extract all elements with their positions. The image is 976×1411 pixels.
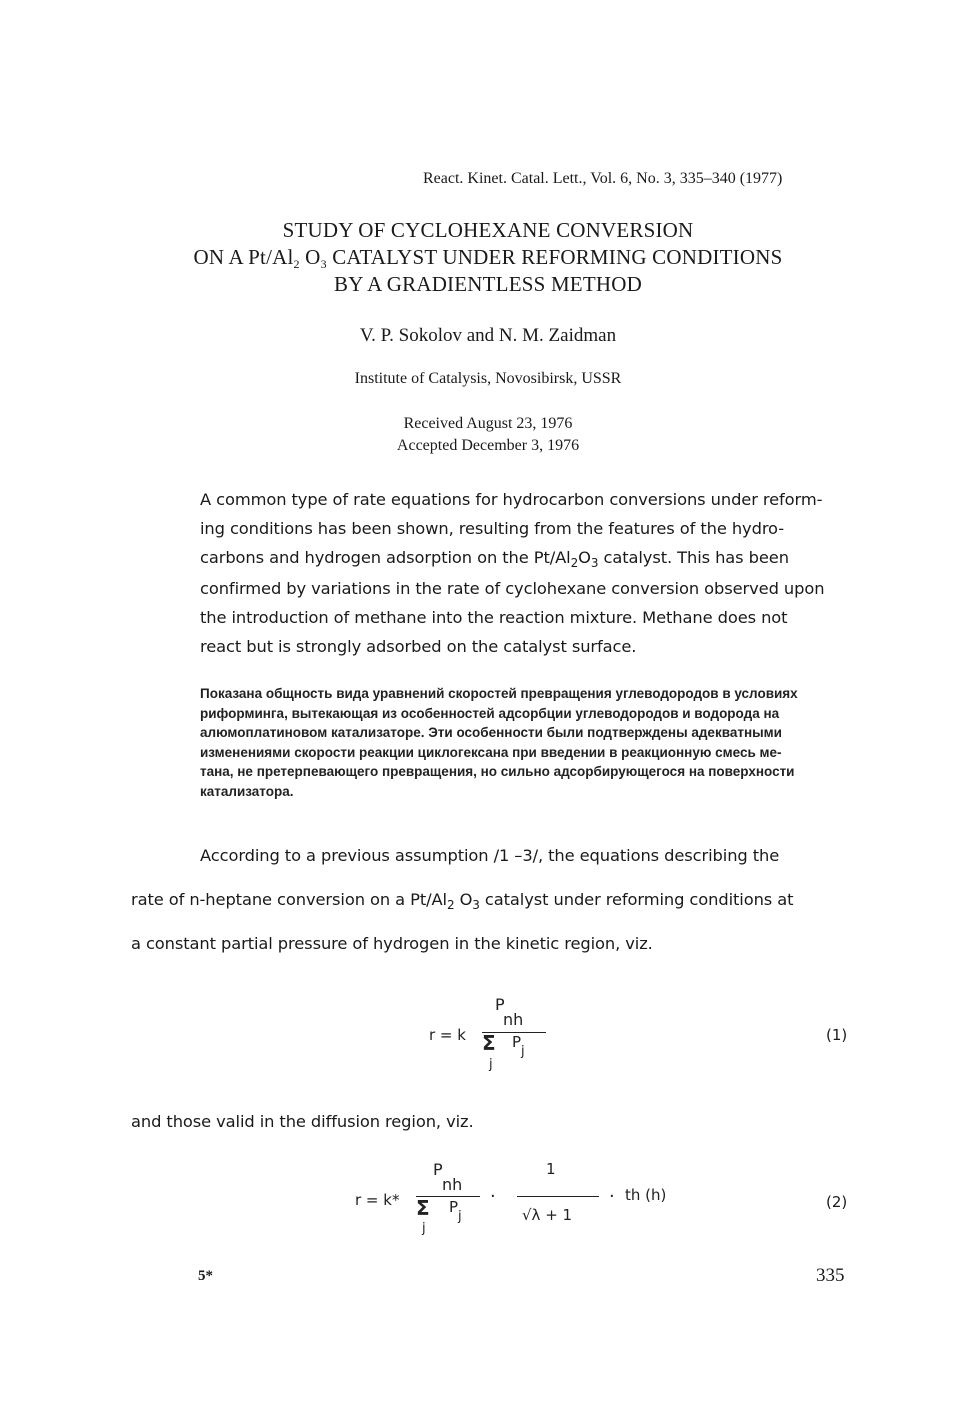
eq2-denominator-p: P xyxy=(449,1198,459,1216)
abstract-line: react but is strongly adsorbed on the catalyst surface. xyxy=(200,637,637,656)
title-subscript: 3 xyxy=(320,257,327,271)
eq2-fraction-bar xyxy=(416,1196,480,1197)
abstract-russian xyxy=(200,684,900,801)
eq1-denominator-p: P xyxy=(512,1033,522,1051)
eq1-denominator-sub: j xyxy=(521,1044,525,1059)
eq2-numerator-sub: nh xyxy=(442,1175,463,1194)
abstract-line: the introduction of methane into the reaction mixture. Methane does not xyxy=(200,608,788,627)
abstract-ru-line: катализатора. xyxy=(200,783,294,799)
body-subscript: 3 xyxy=(472,898,480,912)
eq2-dot-1: · xyxy=(490,1186,496,1207)
accepted-date: Accepted December 3, 1976 xyxy=(396,437,580,454)
abstract-text: carbons and hydrogen adsorption on the Pt/Al xyxy=(200,548,571,567)
eq1-numerator-sub: nh xyxy=(503,1010,524,1029)
authors: V. P. Sokolov and N. M. Zaidman xyxy=(359,325,617,346)
eq1-numerator-p: P xyxy=(495,995,505,1014)
abstract-subscript: 2 xyxy=(570,556,579,570)
body-paragraph-line xyxy=(131,890,794,912)
title-text: O xyxy=(299,245,321,269)
dates xyxy=(0,413,976,457)
paper-title-line-2 xyxy=(0,244,976,274)
body-paragraph-line: According to a previous assumption /1 –3/, the equations describing the xyxy=(200,846,780,865)
abstract-text: catalyst. This has been xyxy=(598,548,789,567)
eq2-fraction-bar-2 xyxy=(517,1196,599,1197)
eq2-frac2-numerator: 1 xyxy=(546,1160,556,1178)
abstract-ru-line: Показана общность вида уравнений скоростей превращения углеводородов в условиях xyxy=(200,686,798,701)
eq2-dot-2: · xyxy=(609,1186,615,1207)
eq2-number: (2) xyxy=(826,1193,848,1211)
abstract-line: ing conditions has been shown, resulting from the features of the hydro- xyxy=(200,519,784,538)
abstract-ru-line: тана, не претерпевающего превращения, но сильно адсорбирующегося на поверхности xyxy=(200,764,795,779)
eq2-sigma: Σ xyxy=(416,1196,430,1220)
title-text: ON A Pt/Al xyxy=(193,245,294,269)
eq1-lhs: r = k xyxy=(429,1026,466,1044)
abstract-text: O xyxy=(578,548,591,567)
eq1-number: (1) xyxy=(826,1026,848,1044)
abstract-ru-line: изменениями скорости реакции циклогексана при введении в реакционную смесь ме- xyxy=(200,744,782,760)
signature-mark: 5* xyxy=(198,1268,213,1284)
abstract-line xyxy=(200,543,880,574)
abstract-ru-line: риформинга, вытекающая из особенностей адсорбции углеводородов и водорода на xyxy=(200,705,780,721)
body-text: rate of n-heptane conversion on a Pt/Al xyxy=(131,890,447,909)
institution: Institute of Catalysis, Novosibirsk, USSR xyxy=(354,370,622,387)
title-subscript: 2 xyxy=(293,257,300,271)
eq2-sum-index: j xyxy=(422,1221,426,1236)
page-number: 335 xyxy=(816,1265,845,1286)
paper-title-line-3: BY A GRADIENTLESS METHOD xyxy=(334,272,642,296)
eq2-lhs: r = k* xyxy=(355,1191,400,1209)
eq2-numerator-p: P xyxy=(433,1160,443,1179)
eq2-denominator-sub: j xyxy=(458,1209,462,1224)
body-paragraph-line: and those valid in the diffusion region, viz. xyxy=(131,1112,474,1131)
eq2-frac2-denominator: √λ + 1 xyxy=(522,1206,573,1224)
eq1-sigma: Σ xyxy=(482,1031,496,1055)
received-date: Received August 23, 1976 xyxy=(403,415,573,432)
abstract-subscript: 3 xyxy=(590,556,599,570)
abstract-line: A common type of rate equations for hydrocarbon conversions under reform- xyxy=(200,490,823,509)
abstract-ru-line: алюмоплатиновом катализаторе. Эти особенности были подтверждены адекватными xyxy=(200,725,782,740)
abstract-line: confirmed by variations in the rate of cyclohexane conversion observed upon xyxy=(200,579,825,598)
body-text: catalyst under reforming conditions at xyxy=(479,890,794,909)
eq2-tail: th (h) xyxy=(625,1186,667,1204)
paper-title-line-1: STUDY OF CYCLOHEXANE CONVERSION xyxy=(282,218,694,242)
journal-citation: React. Kinet. Catal. Lett., Vol. 6, No. 3, 335–340 (1977) xyxy=(423,170,783,187)
body-paragraph-line: a constant partial pressure of hydrogen in the kinetic region, viz. xyxy=(131,934,653,953)
body-text: O xyxy=(454,890,473,909)
abstract-english xyxy=(200,485,880,661)
body-subscript: 2 xyxy=(446,898,455,912)
eq1-fraction-bar xyxy=(482,1032,546,1033)
title-text: CATALYST UNDER REFORMING CONDITIONS xyxy=(326,245,783,269)
eq1-sum-index: j xyxy=(489,1057,493,1072)
